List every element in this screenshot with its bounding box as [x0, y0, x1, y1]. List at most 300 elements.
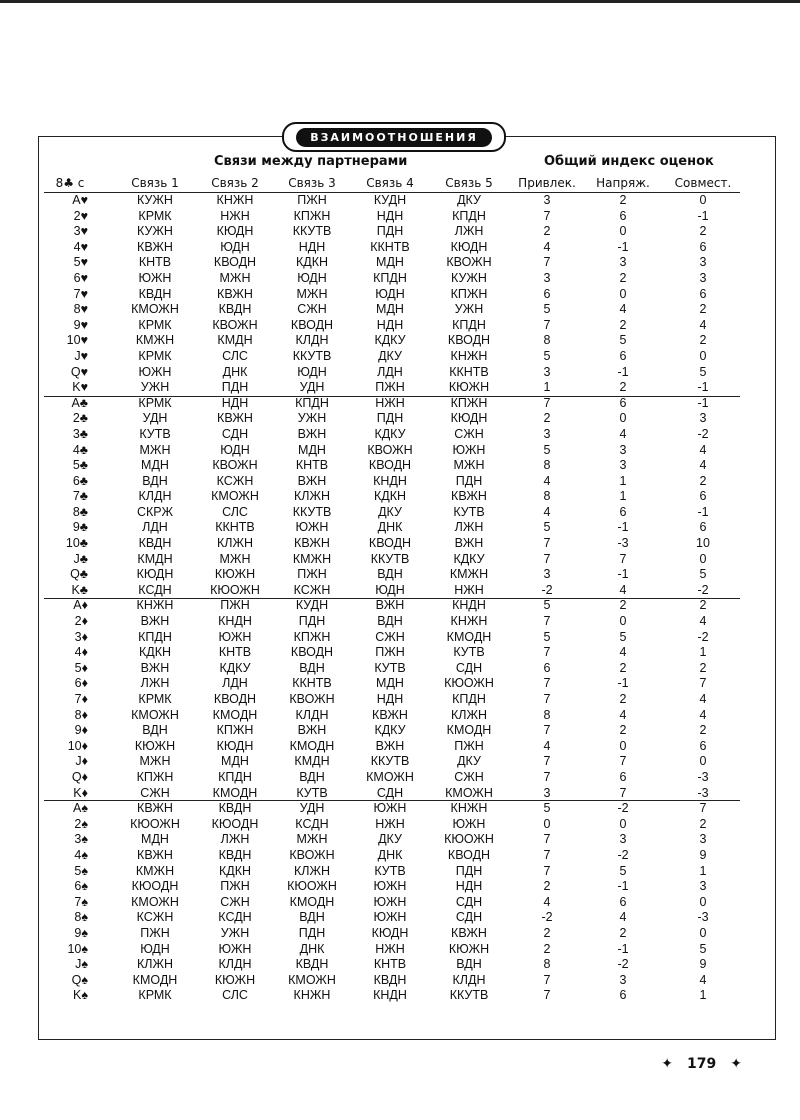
table-row	[40, 879, 750, 895]
score-cell: 7	[543, 972, 551, 987]
link-cell: КУЖН	[451, 270, 487, 285]
link-cell: ДНК	[299, 941, 325, 956]
score-cell: 3	[699, 270, 707, 285]
link-cell: ПДН	[376, 411, 404, 426]
link-cell: КВЖН	[137, 847, 173, 862]
score-cell: -3	[697, 910, 709, 925]
link-cell: КУДН	[295, 598, 329, 613]
link-cell: СДН	[221, 426, 249, 441]
link-cell: КЮОЖН	[210, 582, 260, 597]
link-cell: УЖН	[454, 302, 484, 317]
link-cell: НДН	[221, 395, 249, 410]
score-cell: 6	[619, 348, 627, 363]
score-cell: 7	[543, 692, 551, 706]
table-row	[40, 583, 750, 599]
score-cell: 2	[619, 380, 627, 395]
link-cell: КМОДН	[212, 785, 258, 800]
link-cell: КМОЖН	[445, 785, 493, 800]
score-cell: 5	[543, 801, 551, 816]
score-cell: 1	[619, 489, 627, 504]
card-cell: A♦	[73, 598, 88, 613]
link-cell: КНЖН	[216, 193, 254, 207]
score-cell: 7	[543, 551, 551, 566]
link-cell: КМЖН	[135, 863, 175, 878]
link-cell: КВОЖН	[212, 317, 258, 332]
link-cell: КНДН	[218, 614, 252, 629]
score-cell: 7	[543, 255, 551, 270]
score-cell: -2	[617, 801, 629, 816]
link-cell: НЖН	[375, 941, 405, 956]
banner-title: ВЗАИМООТНОШЕНИЯ	[296, 128, 492, 147]
link-cell: КЛЖН	[450, 707, 488, 722]
link-cell: КНЖН	[450, 348, 488, 363]
score-cell: -1	[617, 676, 629, 691]
table-row	[40, 302, 750, 318]
link-cell: СЖН	[375, 629, 405, 644]
link-cell: ВЖН	[140, 660, 170, 675]
score-cell: 5	[543, 598, 551, 613]
score-cell: 2	[699, 816, 707, 831]
link-cell: КРМК	[138, 692, 172, 706]
score-cell: 9	[699, 957, 707, 972]
score-cell: 7	[543, 754, 551, 769]
link-cell: КЛЖН	[293, 489, 331, 504]
link-cell: МДН	[376, 676, 404, 691]
score-cell: 5	[543, 442, 551, 457]
card-cell: 8♠	[74, 910, 88, 925]
link-cell: КВОДН	[213, 255, 257, 270]
link-cell: НЖН	[375, 395, 405, 410]
table-row	[40, 427, 750, 443]
card-cell: 3♥	[73, 224, 88, 239]
score-cell: 4	[619, 302, 627, 317]
link-cell: КВОЖН	[289, 692, 335, 706]
score-cell: 0	[699, 925, 707, 940]
score-cell: 5	[619, 629, 627, 644]
score-cell: 6	[619, 504, 627, 519]
link-cell: МЖН	[139, 442, 171, 457]
score-cell: 5	[699, 941, 707, 956]
link-cell: ДНК	[377, 520, 403, 535]
score-cell: 3	[619, 832, 627, 847]
score-cell: 2	[619, 270, 627, 285]
link-cell: ПЖН	[375, 645, 405, 660]
link-cell: КМОЖН	[288, 972, 336, 987]
table-row	[40, 988, 750, 1004]
table-row	[40, 224, 750, 240]
card-cell: A♠	[73, 801, 88, 816]
link-cell: ВЖН	[375, 738, 405, 753]
link-cell: КВДН	[218, 801, 252, 816]
link-cell: СДН	[455, 894, 483, 909]
card-cell: 10♦	[67, 738, 88, 753]
score-cell: 3	[699, 411, 707, 426]
page-footer	[661, 1056, 742, 1072]
link-cell: ПДН	[455, 473, 483, 488]
link-cell: КВОДН	[447, 333, 491, 348]
card-cell: J♥	[74, 348, 88, 363]
link-cell: МДН	[221, 754, 249, 769]
link-cell: КУТВ	[453, 645, 485, 660]
score-cell: 0	[699, 894, 707, 909]
link-cell: НДН	[376, 692, 404, 706]
link-cell: КМДН	[137, 551, 173, 566]
link-cell: ДНК	[377, 847, 403, 862]
link-cell: КВЖН	[137, 239, 173, 254]
link-cell: КВОДН	[368, 458, 412, 473]
score-cell: 6	[699, 738, 707, 753]
table-row	[40, 474, 750, 490]
table-row	[40, 567, 750, 583]
score-cell: 8	[543, 489, 551, 504]
col-header-compat: Совмест.	[674, 176, 732, 190]
table-row	[40, 708, 750, 724]
link-cell: НДН	[298, 239, 326, 254]
link-cell: ПЖН	[140, 925, 170, 940]
score-cell: 5	[619, 333, 627, 348]
link-cell: КДКН	[295, 255, 329, 270]
link-cell: КНДН	[373, 473, 407, 488]
table-row	[40, 723, 750, 739]
link-cell: КЛДН	[295, 707, 329, 722]
score-cell: -3	[697, 769, 709, 784]
link-cell: ККНТВ	[449, 364, 489, 379]
link-cell: КЮЖН	[448, 380, 490, 395]
link-cell: МЖН	[219, 551, 251, 566]
score-cell: 8	[543, 707, 551, 722]
score-cell: 4	[543, 894, 551, 909]
link-cell: КВОДН	[290, 317, 334, 332]
score-cell: -1	[617, 520, 629, 535]
link-cell: КВДН	[373, 972, 407, 987]
link-cell: КЮДН	[216, 738, 254, 753]
link-cell: КВОЖН	[367, 442, 413, 457]
card-cell: 5♥	[73, 255, 88, 270]
link-cell: СЛС	[222, 988, 248, 1003]
score-cell: 7	[543, 988, 551, 1003]
table-row	[40, 692, 750, 708]
link-cell: ДКУ	[457, 754, 481, 769]
link-cell: СЖН	[220, 894, 250, 909]
link-cell: СДН	[376, 785, 404, 800]
score-cell: 7	[543, 536, 551, 551]
link-cell: ПДН	[298, 614, 326, 629]
link-cell: МЖН	[296, 286, 328, 301]
card-cell: 7♥	[73, 286, 88, 301]
table-row	[40, 832, 750, 848]
score-cell: -1	[697, 504, 709, 519]
table-row	[40, 817, 750, 833]
score-cell: 6	[619, 894, 627, 909]
score-cell: 5	[699, 567, 707, 582]
score-cell: 2	[699, 598, 707, 613]
score-cell: 4	[619, 582, 627, 597]
link-cell: КВОДН	[213, 692, 257, 706]
score-cell: 3	[543, 785, 551, 800]
table-row	[40, 942, 750, 958]
link-cell: КСЖН	[293, 582, 331, 597]
link-cell: ПЖН	[297, 193, 327, 207]
score-cell: 1	[619, 473, 627, 488]
score-cell: 4	[699, 972, 707, 987]
link-cell: КНЖН	[450, 801, 488, 816]
table-row	[40, 848, 750, 864]
score-cell: 7	[543, 723, 551, 738]
card-cell: Q♣	[70, 567, 88, 582]
score-cell: 7	[543, 645, 551, 660]
score-cell: 2	[699, 333, 707, 348]
score-cell: -1	[617, 567, 629, 582]
link-cell: КНЖН	[136, 598, 174, 613]
link-cell: КНТВ	[218, 645, 252, 660]
link-cell: КУТВ	[139, 426, 171, 441]
score-cell: 6	[699, 239, 707, 254]
link-cell: ВЖН	[454, 536, 484, 551]
score-cell: 3	[543, 426, 551, 441]
score-cell: 8	[543, 333, 551, 348]
score-cell: 4	[619, 910, 627, 925]
link-cell: КМОЖН	[131, 894, 179, 909]
score-cell: 3	[699, 255, 707, 270]
link-cell: ЛДН	[377, 364, 403, 379]
link-cell: ВЖН	[297, 473, 327, 488]
link-cell: КУТВ	[374, 863, 406, 878]
link-cell: ВДН	[142, 473, 168, 488]
link-cell: ЮЖН	[218, 629, 252, 644]
card-cell: J♦	[75, 754, 88, 769]
link-cell: СЖН	[454, 426, 484, 441]
card-cell: 8♣	[72, 504, 88, 519]
score-cell: 4	[543, 239, 551, 254]
score-cell: 7	[543, 317, 551, 332]
table-row	[40, 349, 750, 365]
link-cell: КНДН	[452, 598, 486, 613]
link-cell: ККУТВ	[292, 224, 332, 239]
score-cell: 2	[543, 224, 551, 239]
score-cell: -3	[617, 536, 629, 551]
score-cell: -2	[697, 582, 709, 597]
link-cell: КВДН	[138, 536, 172, 551]
table-row	[40, 598, 750, 614]
card-cell: 4♠	[74, 847, 88, 862]
link-cell: ЮЖН	[452, 442, 486, 457]
link-cell: ЮДН	[220, 239, 250, 254]
table-row	[40, 520, 750, 536]
card-cell: 3♦	[74, 629, 88, 644]
score-cell: -2	[541, 910, 553, 925]
score-cell: 4	[543, 473, 551, 488]
card-cell: K♦	[73, 785, 88, 800]
link-cell: КДКН	[373, 489, 407, 504]
link-cell: КДКУ	[374, 333, 406, 348]
link-cell: УДН	[299, 801, 325, 816]
score-cell: -1	[697, 380, 709, 395]
link-cell: КВДН	[138, 286, 172, 301]
link-cell: КВЖН	[294, 536, 330, 551]
card-cell: 4♥	[73, 239, 88, 254]
link-cell: ЮДН	[140, 941, 170, 956]
link-cell: МЖН	[219, 270, 251, 285]
link-cell: СДН	[455, 660, 483, 675]
link-cell: ВЖН	[297, 723, 327, 738]
score-cell: -1	[617, 239, 629, 254]
link-cell: ПЖН	[375, 380, 405, 395]
score-cell: 0	[619, 738, 627, 753]
score-cell: 4	[619, 707, 627, 722]
table-row	[40, 661, 750, 677]
group-header-index: Общий индекс оценок	[544, 154, 714, 169]
link-cell: КМОДН	[446, 723, 492, 738]
table-row	[40, 255, 750, 271]
link-cell: КМОДН	[446, 629, 492, 644]
link-cell: ККУТВ	[292, 504, 332, 519]
score-cell: 1	[543, 380, 551, 395]
link-cell: КЮДН	[371, 925, 409, 940]
link-cell: КЮДН	[450, 239, 488, 254]
score-cell: 0	[619, 224, 627, 239]
link-cell: ПДН	[376, 224, 404, 239]
link-cell: КЮЖН	[448, 941, 490, 956]
link-cell: КВЖН	[137, 801, 173, 816]
score-cell: 1	[699, 645, 707, 660]
table-row	[40, 365, 750, 381]
link-cell: ЮЖН	[373, 910, 407, 925]
link-cell: ЮЖН	[373, 801, 407, 816]
table-row	[40, 552, 750, 568]
link-cell: НЖН	[375, 816, 405, 831]
table-row	[40, 287, 750, 303]
link-cell: КМОЖН	[131, 302, 179, 317]
score-cell: 6	[543, 660, 551, 675]
link-cell: КНТВ	[373, 957, 407, 972]
table-row	[40, 926, 750, 942]
link-cell: КМОДН	[212, 707, 258, 722]
card-cell: 5♦	[74, 660, 88, 675]
link-cell: КМОЖН	[211, 489, 259, 504]
link-cell: КМОЖН	[366, 769, 414, 784]
link-cell: ККУТВ	[370, 551, 410, 566]
table-row	[40, 770, 750, 786]
score-cell: 6	[699, 286, 707, 301]
score-cell: 3	[699, 879, 707, 894]
card-cell: 2♥	[73, 208, 88, 223]
link-cell: ЮЖН	[218, 941, 252, 956]
score-cell: 7	[543, 614, 551, 629]
card-cell: 7♦	[74, 692, 88, 706]
score-cell: -1	[697, 395, 709, 410]
score-cell: 0	[619, 286, 627, 301]
score-cell: 7	[699, 676, 707, 691]
link-cell: КПДН	[218, 769, 252, 784]
score-cell: -1	[617, 879, 629, 894]
link-cell: ЮДН	[375, 582, 405, 597]
card-cell: Q♠	[71, 972, 88, 987]
link-cell: КМОЖН	[131, 707, 179, 722]
link-cell: КНТВ	[295, 458, 329, 473]
link-cell: КВЖН	[217, 286, 253, 301]
link-cell: КРМК	[138, 988, 172, 1003]
score-cell: 0	[699, 348, 707, 363]
score-cell: 2	[543, 411, 551, 426]
link-cell: ЛЖН	[454, 224, 484, 239]
link-cell: КЛЖН	[216, 536, 254, 551]
score-cell: 3	[543, 270, 551, 285]
score-cell: 7	[543, 847, 551, 862]
link-cell: ВДН	[299, 910, 325, 925]
link-cell: КЛЖН	[293, 863, 331, 878]
link-cell: ЮДН	[297, 270, 327, 285]
col-header-attraction: Привлек.	[518, 176, 576, 190]
link-cell: КНЖН	[293, 988, 331, 1003]
link-cell: НДН	[455, 879, 483, 894]
link-cell: НДН	[376, 317, 404, 332]
col-header-link4: Связь 4	[366, 176, 414, 190]
score-cell: 4	[699, 442, 707, 457]
score-cell: 5	[543, 348, 551, 363]
score-cell: 2	[699, 302, 707, 317]
link-cell: КДКУ	[374, 723, 406, 738]
col-header-card: 8♣ с	[55, 176, 85, 190]
link-cell: КЮЖН	[134, 738, 176, 753]
link-cell: КВОДН	[447, 847, 491, 862]
link-cell: ЮЖН	[138, 270, 172, 285]
link-cell: КРМК	[138, 317, 172, 332]
score-cell: -1	[697, 208, 709, 223]
score-cell: 4	[543, 738, 551, 753]
link-cell: СЛС	[222, 504, 248, 519]
score-cell: 6	[619, 988, 627, 1003]
table-row	[40, 973, 750, 989]
score-cell: 2	[543, 941, 551, 956]
link-cell: ПДН	[298, 925, 326, 940]
link-cell: НЖН	[454, 582, 484, 597]
page-number: 179	[687, 1056, 717, 1072]
table-row	[40, 895, 750, 911]
link-cell: КДКН	[138, 645, 172, 660]
score-cell: 3	[619, 442, 627, 457]
link-cell: ККНТВ	[215, 520, 255, 535]
link-cell: ЛДН	[222, 676, 248, 691]
link-cell: ВЖН	[140, 614, 170, 629]
link-cell: УЖН	[297, 411, 327, 426]
table-row	[40, 209, 750, 225]
col-header-link2: Связь 2	[211, 176, 259, 190]
link-cell: ПЖН	[297, 567, 327, 582]
link-cell: КДКУ	[374, 426, 406, 441]
link-cell: ПЖН	[220, 879, 250, 894]
link-cell: ДКУ	[457, 193, 481, 207]
link-cell: СЖН	[454, 769, 484, 784]
link-cell: КВОЖН	[289, 847, 335, 862]
card-cell: 5♣	[72, 458, 88, 473]
link-cell: КПДН	[373, 270, 407, 285]
table-row	[40, 614, 750, 630]
link-cell: КНТВ	[138, 255, 172, 270]
score-cell: 2	[619, 193, 627, 207]
score-cell: 6	[619, 395, 627, 410]
relationship-table	[40, 193, 750, 1004]
link-cell: УЖН	[220, 925, 250, 940]
score-cell: 2	[543, 925, 551, 940]
score-cell: 5	[699, 364, 707, 379]
score-cell: -2	[697, 426, 709, 441]
score-cell: 2	[619, 598, 627, 613]
link-cell: ЮЖН	[452, 816, 486, 831]
link-cell: КЛДН	[218, 957, 252, 972]
score-cell: 5	[543, 302, 551, 317]
section-banner	[282, 122, 506, 152]
link-cell: КРМК	[138, 348, 172, 363]
